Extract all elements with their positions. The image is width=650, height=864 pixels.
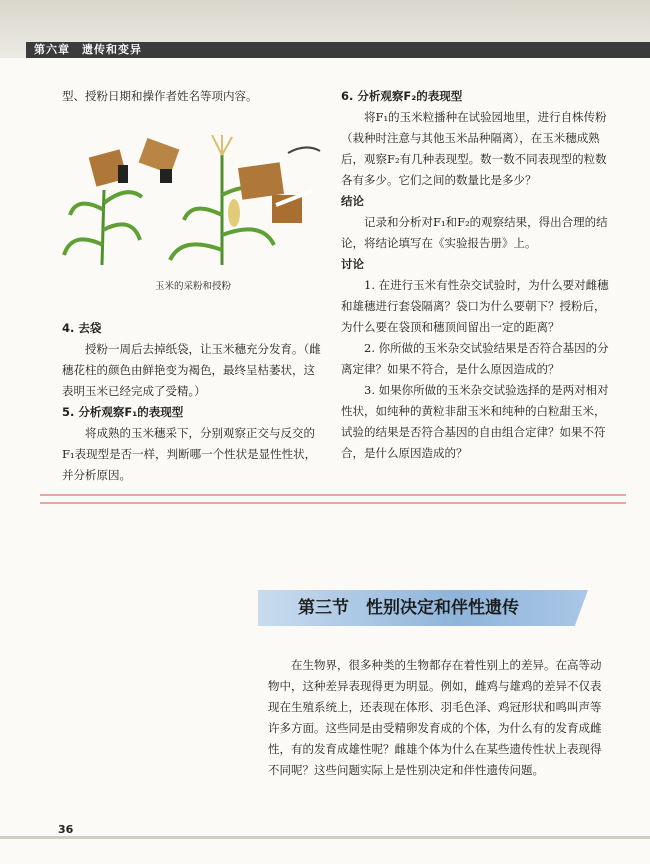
- section-divider: [40, 494, 626, 504]
- left-column-top: [62, 86, 324, 107]
- discussion-q1: 1. 在进行玉米有性杂交试验时，为什么要对雌穗和雄穗进行套袋隔离？袋口为什么要朝下？授粉后，为什么要在袋顶和穗顶间留出一定的距离？: [341, 278, 609, 334]
- step4-heading: 4. 去袋: [62, 321, 102, 335]
- footer-bar: [0, 836, 650, 839]
- step6-heading: 6. 分析观察F₂的表现型: [341, 89, 463, 103]
- conclusion-heading: 结论: [341, 194, 364, 208]
- step5-body: 将成熟的玉米穗采下，分别观察正交与反交的F₁表现型是否一样，判断哪一个性状是显性性状，并分析原因。: [62, 426, 317, 482]
- discussion-q3: 3. 如果你所做的玉米杂交试验选择的是两对相对性状，如纯种的黄粒非甜玉米和纯种的白粒甜玉米，试验的结果是否符合基因的自由组合定律？如果不符合，是什么原因造成的？: [341, 383, 609, 460]
- discussion-heading: 讨论: [341, 257, 364, 271]
- page-number: 36: [58, 823, 74, 836]
- discussion-q2: 2. 你所做的玉米杂交试验结果是否符合基因的分离定律？如果不符合，是什么原因造成的？: [341, 341, 609, 376]
- chapter-header: 第六章 遗传和变异: [34, 43, 142, 56]
- step6-body: 将F₁的玉米粒播种在试验园地里，进行自株传粉（栽种时注意与其他玉米品种隔离），在玉米穗成熟后，观察F₂有几种表现型。数一数不同表现型的粒数各有多少。它们之间的数量比是多少？: [341, 110, 607, 187]
- section-intro-text: 在生物界，很多种类的生物都存在着性别上的差异。在高等动物中，这种差异表现得更为明显。例如，雌鸡与雄鸡的差异不仅表现在生殖系统上，还表现在体形、羽毛色泽、鸡冠形状和鸣叫声等许多方面。这些同是由受精卵发育成的个体，为什么有的发育成雌性，有的发育成雄性呢？雌雄个体为什么在某些遗传性状上表现得不同呢？这些问题实际上是性别决定和伴性遗传问题。: [268, 658, 602, 777]
- step4-body: 授粉一周后去掉纸袋，让玉米穗充分发育。（雌穗花柱的颜色由鲜艳变为褐色，最终呈枯萎状，这表明玉米已经完成了受精。）: [62, 342, 321, 398]
- right-column: [341, 86, 611, 464]
- left-column-lower: [62, 318, 324, 486]
- section-intro: [268, 655, 610, 781]
- right-corn-plant: [170, 135, 320, 265]
- step5-heading: 5. 分析观察F₁的表现型: [62, 405, 184, 419]
- corn-pollination-illustration: [62, 135, 322, 267]
- left-corn-plant: [64, 138, 179, 265]
- conclusion-body: 记录和分析对F₁和F₂的观察结果，得出合理的结论，将结论填写在《实验报告册》上。: [341, 215, 608, 250]
- left-top-text: 型、授粉日期和操作者姓名等项内容。: [62, 89, 258, 103]
- figure-caption: 玉米的采粉和授粉: [154, 281, 231, 292]
- section-title: 第三节 性别决定和伴性遗传: [298, 598, 519, 618]
